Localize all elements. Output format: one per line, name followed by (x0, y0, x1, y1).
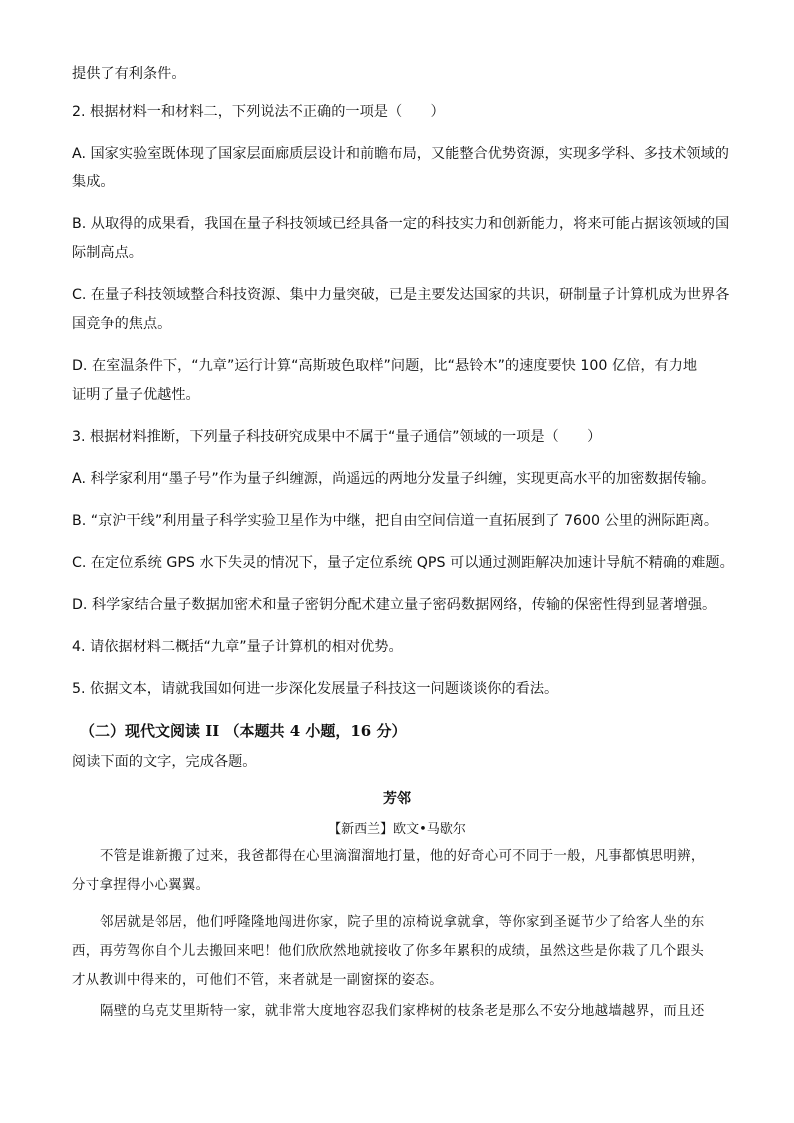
option-3a: A. 科学家利用“墨子号”作为量子纠缠源，尚遥远的两地分发量子纠缠，实现更高水平的加密数据传输。 (72, 471, 716, 487)
option-2b-cont: 际制高点。 (72, 245, 143, 261)
paragraph-line: 才从教训中得来的，可他们不管，来者就是一副窗探的姿态。 (72, 973, 443, 988)
paragraph-line: 不管是谁新搬了过来，我爸都得在心里滴溜溜地打量，他的好奇心可不同于一般，凡事都慎思明辨， (100, 849, 705, 864)
option-3c: C. 在定位系统 GPS 水下失灵的情况下，量子定位系统 QPS 可以通过测距解决加速计导航不精确的难题。 (72, 555, 734, 571)
option-3b: B. “京沪干线”利用量子科学实验卫星作为中继，把自由空间信道一直拓展到了 7600 公里的洲际距离。 (72, 513, 719, 529)
paragraph-line: 西，再劳驾你自个儿去搬回来吧！他们欣欣然地就接收了你多年累积的成绩，虽然这些是你栽了几个跟头 (72, 944, 705, 959)
text-line: 提供了有利条件。 (72, 66, 186, 82)
option-2d-cont: 证明了量子优越性。 (72, 387, 200, 403)
option-2c-cont: 国竞争的焦点。 (72, 316, 172, 332)
paragraph-line: 隔壁的乌克艾里斯特一家，就非常大度地容忍我们家桦树的枝条老是那么不安分地越墙越界，而且还 (100, 1004, 705, 1019)
reading-instruction: 阅读下面的文字，完成各题。 (72, 754, 257, 770)
question-5: 5. 依据文本，请就我国如何进一步深化发展量子科技这一问题谈谈你的看法。 (72, 681, 559, 697)
option-2a: A. 国家实验室既体现了国家层面廊质层设计和前瞻布局，又能整合优势资源，实现多学科、多技术领域的 (72, 146, 729, 162)
question-4: 4. 请依据材料二概括“九章”量子计算机的相对优势。 (72, 639, 403, 655)
question-3: 3. 根据材料推断，下列量子科技研究成果中不属于“量子通信”领域的一项是（ ） (72, 429, 602, 445)
paragraph-line: 邻居就是邻居，他们呼隆隆地闯进你家，院子里的凉椅说拿就拿，等你家到圣诞节少了给客人坐的东 (100, 915, 705, 930)
paragraph-line: 分寸拿捏得小心翼翼。 (72, 878, 210, 893)
article-author: 【新西兰】欧文•马歇尔 (328, 822, 466, 837)
option-2c: C. 在量子科技领域整合科技资源、集中力量突破，已是主要发达国家的共识，研制量子计算机成为世界各 (72, 287, 730, 303)
section-heading: （二）现代文阅读 II （本题共 4 小题，16 分） (80, 722, 407, 740)
option-2a-cont: 集成。 (72, 174, 115, 190)
article-title: 芳邻 (383, 791, 411, 807)
option-2d: D. 在室温条件下，“九章”运行计算“高斯玻色取样”问题，比“悬铃木”的速度要快 100 亿倍，有力地 (72, 358, 698, 374)
option-3d: D. 科学家结合量子数据加密术和量子密钥分配术建立量子密码数据网络，传输的保密性得到显著增强。 (72, 597, 717, 613)
question-2: 2. 根据材料一和材料二，下列说法不正确的一项是（ ） (72, 104, 445, 120)
option-2b: B. 从取得的成果看，我国在量子科技领域已经具备一定的科技实力和创新能力，将来可能占据该领域的国 (72, 216, 730, 232)
